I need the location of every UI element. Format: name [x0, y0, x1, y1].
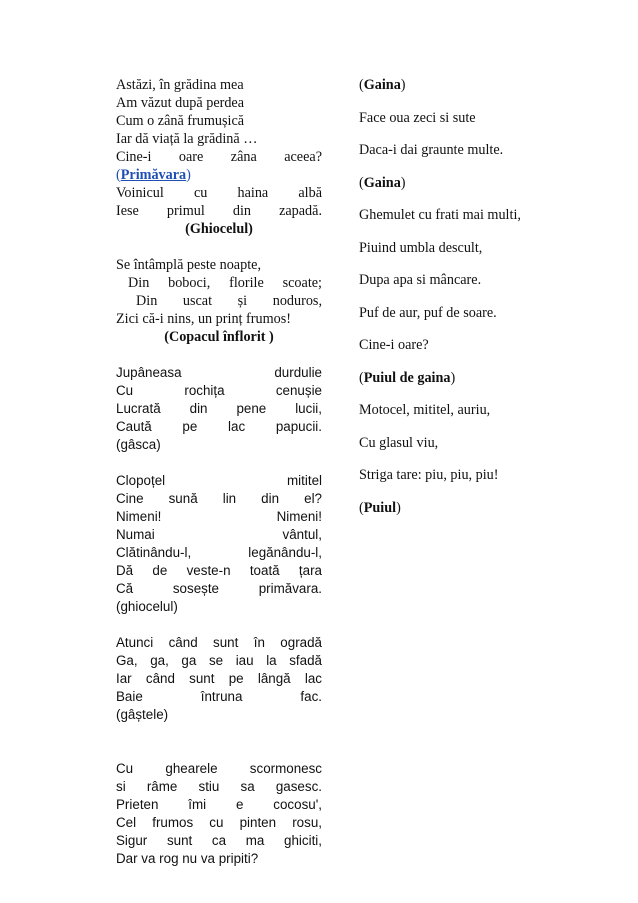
answer-label: (ghiocelul) [116, 599, 178, 614]
verse-line: Cel frumos cu pinten rosu, [116, 815, 322, 830]
verse-line: Iar când sunt pe lângă lac [116, 671, 322, 686]
verse-line: Zici că-i nins, un prinț frumos! [116, 311, 291, 327]
answer-label: Gaina [363, 77, 401, 93]
verse-line: Caută pe lac papucii. [116, 419, 322, 434]
riddle-copac [116, 256, 322, 346]
verse-line: si râme stiu sa gasesc. [116, 779, 322, 794]
verse-line: Clopoțel mititel [116, 473, 322, 488]
verse-line: Ghemulet cu frati mai multi, [359, 207, 521, 223]
verse-line: Cu rochița cenușie [116, 383, 322, 398]
verse-line: Puf de aur, puf de soare. [359, 304, 497, 321]
verse-line: Sigur sunt ca ma ghiciti, [116, 833, 322, 848]
verse-line: Daca-i dai graunte multe. [359, 142, 504, 158]
answer-line: (Puiul de gaina) [359, 369, 456, 386]
verse-line: Cine sună lin din el? [116, 491, 322, 506]
verse-line: Iar dă viață la grădină … [116, 131, 258, 147]
verse-line: Baie întruna fac. [116, 689, 322, 704]
answer-label: (Copacul înflorit ) [164, 329, 274, 345]
verse-line: Cum o zână frumușică [116, 113, 245, 129]
verse-line: Voinicul cu haina albă [116, 185, 322, 201]
verse-line: Motocel, mititel, auriu, [359, 402, 491, 418]
verse-line: Face oua zeci si sute [359, 109, 476, 126]
paren: ) [186, 167, 191, 183]
verse-line: Dupa apa si mâncare. [359, 272, 482, 288]
answer-line: (Puiul) [359, 499, 401, 516]
verse-line: Ga, ga, ga se iau la sfadă [116, 653, 322, 668]
verse-line: Cu ghearele scormonesc [116, 761, 322, 776]
verse-line: Prieten îmi e cocosu', [116, 797, 322, 812]
answer-label: Gaina [363, 174, 401, 191]
riddle-gaina [116, 760, 322, 868]
verse-line: Dar va rog nu va pripiti? [116, 851, 259, 866]
answer-label: (gâsca) [116, 437, 161, 452]
answer-link[interactable]: Primăvara [120, 167, 187, 183]
answer-label: (Ghiocelul) [185, 221, 253, 237]
answer-label: (gâștele) [116, 707, 169, 722]
verse-line: Striga tare: piu, piu, piu! [359, 467, 499, 483]
verse-line: Cine-i oare? [359, 337, 429, 353]
verse-line: Am văzut după perdea [116, 95, 245, 111]
left-column [116, 76, 322, 868]
riddle-gaste [116, 634, 322, 724]
verse-line: Cu glasul viu, [359, 434, 439, 451]
verse-line: Astăzi, în grădina mea [116, 77, 244, 93]
riddle-gasca [116, 364, 322, 454]
verse-line: Din uscat și noduros, [136, 293, 322, 309]
answer-label: Puiul de gaina [363, 369, 451, 386]
verse-line: Lucrată din pene lucii, [116, 401, 322, 416]
answer-line: (Gaina) [359, 174, 406, 191]
answer-line [116, 166, 322, 184]
verse-line: Clătinându-l, legănându-l, [116, 545, 322, 560]
verse-line: Atunci când sunt în ogradă [116, 635, 322, 650]
right-column [359, 76, 549, 531]
verse-line: Cine-i oare zâna aceea? [116, 149, 322, 165]
verse-line: Din boboci, florile scoate; [128, 275, 322, 291]
riddle-ghiocel [116, 472, 322, 616]
verse-line: Numai vântul, [116, 527, 322, 542]
riddle-primavara [116, 76, 322, 238]
verse-line: Că sosește primăvara. [116, 581, 322, 596]
verse-line: Jupâneasa durdulie [116, 365, 322, 380]
verse-line: Nimeni! Nimeni! [116, 509, 322, 524]
verse-line: Se întâmplă peste noapte, [116, 257, 261, 273]
verse-line: Piuind umbla descult, [359, 239, 483, 256]
verse-line: Iese primul din zapadă. [116, 203, 322, 219]
paren: ( [116, 167, 121, 183]
answer-line: (Gaina) [359, 77, 406, 93]
answer-label: Puiul [363, 499, 397, 516]
verse-line: Dă de veste-n toată țara [116, 563, 322, 578]
